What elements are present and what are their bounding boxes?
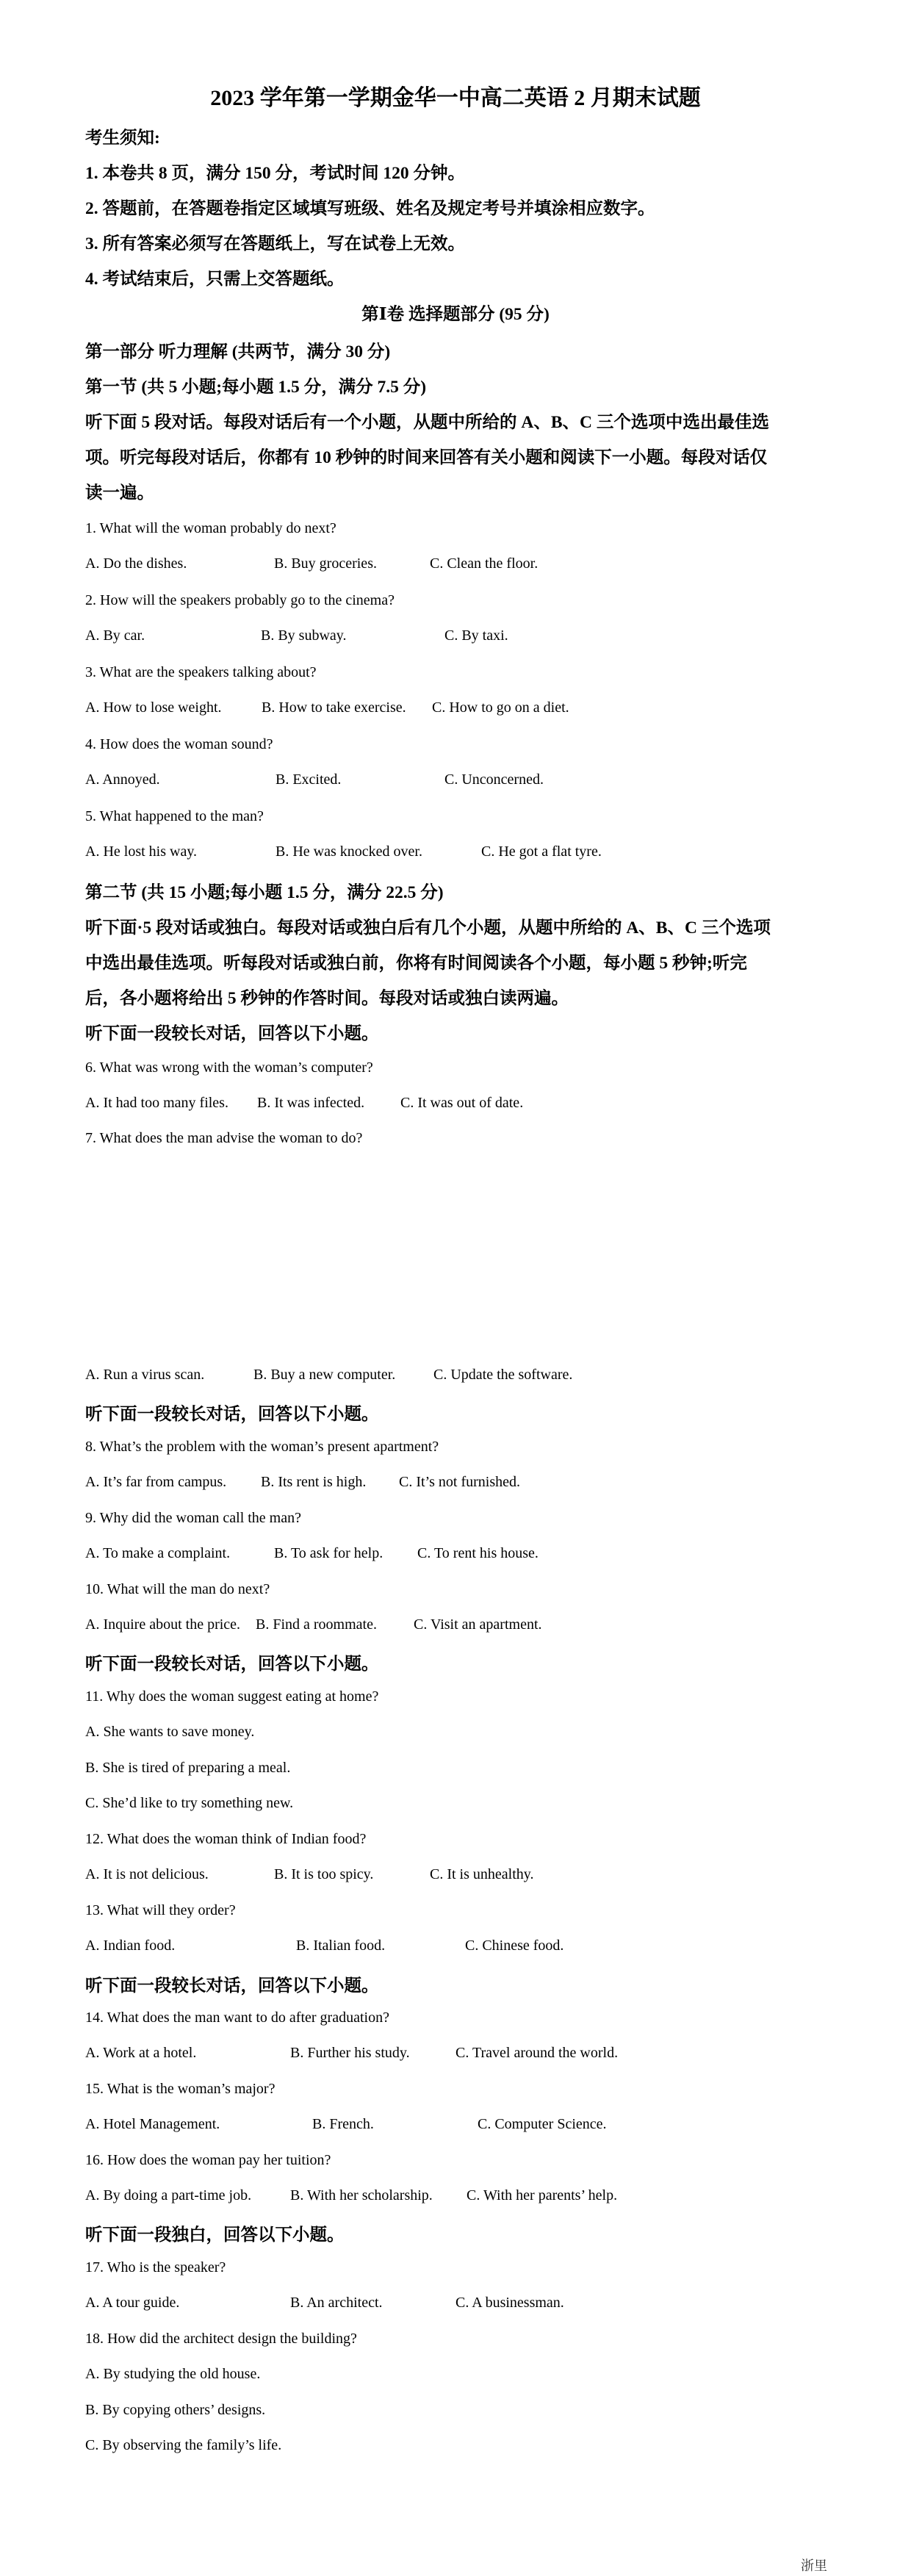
option-a: A. By car. — [85, 627, 145, 644]
option-b: B. How to take exercise. — [262, 699, 406, 716]
option-a: A. To make a complaint. — [85, 1545, 231, 1561]
option-c: C. It was out of date. — [400, 1095, 524, 1111]
notice-item: 1. 本卷共 8 页，满分 150 分，考试时间 120 分钟。 — [85, 164, 465, 183]
option-b: B. An architect. — [290, 2295, 383, 2311]
option-c: C. With her parents’ help. — [467, 2187, 618, 2203]
option-a: A. Hotel Management. — [85, 2116, 220, 2132]
notice-heading: 考生须知: — [85, 129, 160, 148]
section2-instruction: 中选出最佳选项。听每段对话或独白前，你将有时间阅读各个小题，每小题 5 秒钟;听完 — [85, 954, 747, 973]
option-b: B. It is too spicy. — [274, 1866, 374, 1882]
option-a: A. How to lose weight. — [85, 699, 222, 716]
section1-instruction: 读一遍。 — [85, 483, 154, 503]
question-11: 11. Why does the woman suggest eating at home? — [85, 1688, 379, 1705]
option-b: B. By copying others’ designs. — [85, 2402, 266, 2418]
option-c: C. He got a flat tyre. — [481, 843, 602, 860]
option-c: C. Computer Science. — [478, 2116, 607, 2132]
option-a: A. Do the dishes. — [85, 555, 187, 572]
option-c: C. Clean the floor. — [430, 555, 539, 572]
question-1: 1. What will the woman probably do next? — [85, 520, 336, 536]
question-9: 9. Why did the woman call the man? — [85, 1510, 301, 1526]
option-a: A. Annoyed. — [85, 771, 160, 788]
option-b: B. Buy groceries. — [274, 555, 377, 572]
volume-title: 第Ⅰ卷 选择题部分 (95 分) — [361, 305, 550, 324]
option-a: A. He lost his way. — [85, 843, 198, 860]
option-c: C. By observing the family’s life. — [85, 2437, 282, 2453]
question-3: 3. What are the speakers talking about? — [85, 664, 317, 680]
option-b: B. Its rent is high. — [261, 1474, 367, 1490]
option-b: B. By subway. — [261, 627, 347, 644]
option-a: A. She wants to save money. — [85, 1724, 255, 1740]
option-a: A. Run a virus scan. — [85, 1367, 205, 1383]
option-b: B. Buy a new computer. — [253, 1367, 396, 1383]
dialogue-prompt: 听下面一段较长对话，回答以下小题。 — [85, 1976, 379, 1996]
exam-title: 2023 学年第一学期金华一中高二英语 2 月期末试题 — [210, 86, 701, 110]
option-b: B. Find a roommate. — [256, 1616, 377, 1633]
option-c: C. Travel around the world. — [455, 2045, 619, 2061]
question-6: 6. What was wrong with the woman’s computer? — [85, 1059, 373, 1076]
option-c: C. She’d like to try something new. — [85, 1795, 294, 1811]
option-b: B. French. — [312, 2116, 374, 2132]
option-c: C. It’s not furnished. — [399, 1474, 520, 1490]
option-b: B. To ask for help. — [274, 1545, 384, 1561]
question-4: 4. How does the woman sound? — [85, 736, 273, 752]
option-c: C. By taxi. — [444, 627, 508, 644]
question-15: 15. What is the woman’s major? — [85, 2081, 276, 2097]
section1-title: 第一节 (共 5 小题;每小题 1.5 分，满分 7.5 分) — [85, 378, 427, 397]
question-14: 14. What does the man want to do after graduation? — [85, 2010, 389, 2026]
option-b: B. He was knocked over. — [276, 843, 422, 860]
monologue-prompt: 听下面一段独白，回答以下小题。 — [85, 2226, 345, 2245]
option-a: A. Inquire about the price. — [85, 1616, 241, 1633]
question-18: 18. How did the architect design the building? — [85, 2331, 357, 2347]
section1-instruction: 听下面 5 段对话。每段对话后有一个小题，从题中所给的 A、B、C 三个选项中选出最佳选 — [85, 413, 769, 432]
question-12: 12. What does the woman think of Indian food? — [85, 1831, 367, 1847]
option-a: A. It had too many files. — [85, 1095, 228, 1111]
section2-instruction: 听下面·5 段对话或独白。每段对话或独白后有几个小题，从题中所给的 A、B、C 三个选项 — [85, 918, 771, 938]
option-a: A. It’s far from campus. — [85, 1474, 227, 1490]
dialogue-prompt: 听下面一段较长对话，回答以下小题。 — [85, 1024, 379, 1043]
dialogue-prompt: 听下面一段较长对话，回答以下小题。 — [85, 1405, 379, 1424]
dialogue-prompt: 听下面一段较长对话，回答以下小题。 — [85, 1655, 379, 1674]
option-b: B. Italian food. — [296, 1938, 386, 1954]
option-a: A. By doing a part-time job. — [85, 2187, 252, 2203]
option-c: C. A businessman. — [455, 2295, 564, 2311]
option-c: C. To rent his house. — [417, 1545, 539, 1561]
option-c: C. How to go on a diet. — [432, 699, 569, 716]
section2-instruction: 后，各小题将给出 5 秒钟的作答时间。每段对话或独白读两遍。 — [85, 989, 569, 1008]
option-c: C. Chinese food. — [465, 1938, 564, 1954]
notice-item: 2. 答题前，在答题卷指定区域填写班级、姓名及规定考号并填涂相应数字。 — [85, 199, 655, 218]
option-c: C. Unconcerned. — [444, 771, 544, 788]
option-b: B. Further his study. — [290, 2045, 410, 2061]
option-b: B. Excited. — [276, 771, 342, 788]
part1-title: 第一部分 听力理解 (共两节，满分 30 分) — [85, 342, 391, 361]
section2-title: 第二节 (共 15 小题;每小题 1.5 分，满分 22.5 分) — [85, 883, 444, 902]
notice-item: 3. 所有答案必须写在答题纸上，写在试卷上无效。 — [85, 234, 465, 253]
option-a: A. A tour guide. — [85, 2295, 180, 2311]
question-5: 5. What happened to the man? — [85, 808, 264, 824]
option-a: A. Work at a hotel. — [85, 2045, 197, 2061]
question-16: 16. How does the woman pay her tuition? — [85, 2152, 331, 2168]
option-c: C. It is unhealthy. — [430, 1866, 534, 1882]
option-c: C. Update the software. — [433, 1367, 573, 1383]
question-10: 10. What will the man do next? — [85, 1581, 270, 1597]
option-b: B. She is tired of preparing a meal. — [85, 1760, 291, 1776]
question-17: 17. Who is the speaker? — [85, 2259, 226, 2275]
question-13: 13. What will they order? — [85, 1902, 236, 1918]
option-c: C. Visit an apartment. — [414, 1616, 542, 1633]
question-7: 7. What does the man advise the woman to do? — [85, 1130, 363, 1146]
section1-instruction: 项。听完每段对话后，你都有 10 秒钟的时间来回答有关小题和阅读下一小题。每段对话仅 — [85, 448, 768, 467]
option-a: A. By studying the old house. — [85, 2366, 261, 2382]
option-a: A. It is not delicious. — [85, 1866, 209, 1882]
option-a: A. Indian food. — [85, 1938, 176, 1954]
notice-item: 4. 考试结束后，只需上交答题纸。 — [85, 270, 345, 289]
footer-mark: 浙里 — [801, 2558, 827, 2573]
option-b: B. It was infected. — [257, 1095, 365, 1111]
option-b: B. With her scholarship. — [290, 2187, 433, 2203]
question-8: 8. What’s the problem with the woman’s present apartment? — [85, 1439, 439, 1455]
question-2: 2. How will the speakers probably go to the cinema? — [85, 592, 395, 608]
